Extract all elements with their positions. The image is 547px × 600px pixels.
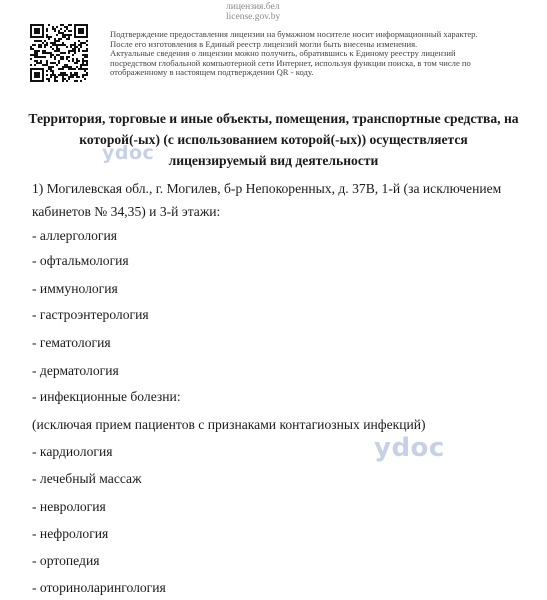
list-item: - офтальмология <box>32 253 129 268</box>
list-item: - аллергология <box>32 228 118 243</box>
heading-line: Территория, торговые и иные объекты, помещения, транспортные средства, на <box>28 111 519 126</box>
watermark: ydoc <box>374 433 445 463</box>
list-item: - кардиология <box>32 444 113 459</box>
notice-line: Актуальные сведения о лицензии можно получить, обратившись к Единому реестру лицензий <box>110 48 456 59</box>
address-line: кабинетов № 34,35) и 3-й этажи: <box>32 204 221 219</box>
header-sites <box>226 2 280 22</box>
list-item: - нефрология <box>32 526 109 541</box>
notice-line: отображенному в настоящем подтверждении QR - коду. <box>110 67 314 78</box>
address-block <box>32 177 532 223</box>
list-item: - инфекционные болезни: <box>32 389 181 404</box>
site-ru: лицензия.бел <box>226 2 280 12</box>
heading-line: лицензируемый вид деятельности <box>168 153 379 168</box>
list-item: - иммунология <box>32 281 118 296</box>
notice-line: посредством глобальной компьютерной сети Интернет, используя функции поиска, в том числе по <box>110 57 471 68</box>
list-item: - гематология <box>32 335 111 350</box>
address-line: 1) Могилевская обл., г. Могилев, б-р Непокоренных, д. 37В, 1-й (за исключением <box>32 181 502 196</box>
list-item: - лечебный массаж <box>32 471 142 486</box>
notice-line: Подтверждение предоставления лицензии на бумажном носителе носит информационный характер. <box>110 29 478 39</box>
notice-line: После его изготовления в Единый реестр лицензий могли быть внесены изменения. <box>110 38 418 49</box>
list-item: - оториноларингология <box>32 580 166 595</box>
section-heading <box>20 108 527 171</box>
watermark: ydoc <box>102 142 155 164</box>
heading-line: которой(-ых) (с использованием которой(-ых)) осуществляется <box>79 132 468 147</box>
list-item: - ортопедия <box>32 553 100 568</box>
list-item: - неврология <box>32 499 106 514</box>
list-item-note: (исключая прием пациентов с признаками контагиозных инфекций) <box>32 417 426 432</box>
qr-code-icon <box>30 24 88 82</box>
legal-notice <box>110 30 530 78</box>
list-item: - гастроэнтерология <box>32 307 149 322</box>
site-en: license.gov.by <box>226 12 281 22</box>
list-item: - дерматология <box>32 363 119 378</box>
